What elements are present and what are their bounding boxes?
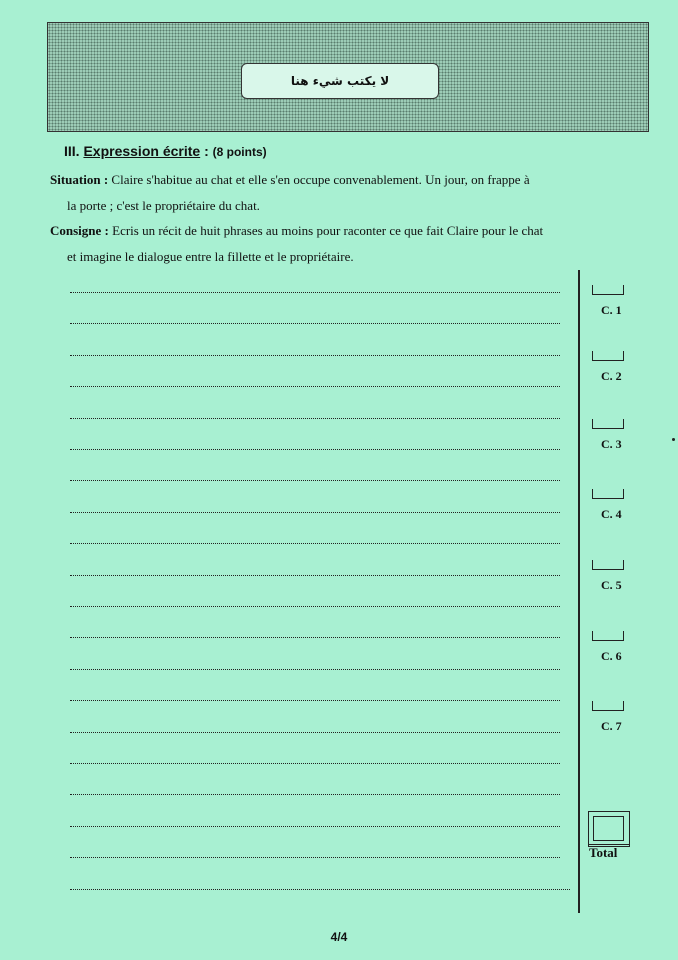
criterion-score-bracket	[592, 285, 624, 295]
writing-line[interactable]	[70, 857, 560, 858]
margin-rule	[578, 270, 580, 913]
criterion-marker	[592, 285, 632, 318]
writing-line[interactable]	[70, 480, 560, 481]
writing-line[interactable]	[70, 292, 560, 293]
section-number: III.	[64, 143, 80, 159]
criterion-marker	[592, 489, 632, 522]
writing-line[interactable]	[70, 543, 560, 544]
writing-line[interactable]	[70, 700, 560, 701]
criterion-label: C. 5	[601, 578, 622, 592]
total-label: Total	[589, 845, 618, 860]
consigne-paragraph	[50, 218, 630, 270]
writing-line[interactable]	[70, 323, 560, 324]
criterion-label: C. 3	[601, 437, 622, 451]
consigne-text-line1: Ecris un récit de huit phrases au moins pour raconter ce que fait Claire pour le chat	[112, 223, 544, 238]
total-score-inner-box	[593, 816, 624, 841]
criterion-label: C. 6	[601, 649, 622, 663]
criterion-marker	[592, 701, 632, 734]
writing-line[interactable]	[70, 512, 560, 513]
writing-line[interactable]	[70, 763, 560, 764]
writing-line[interactable]	[70, 449, 560, 450]
section-title: Expression écrite	[83, 143, 201, 159]
writing-line[interactable]	[70, 418, 560, 419]
writing-line[interactable]	[70, 575, 560, 576]
criterion-score-bracket	[592, 701, 624, 711]
writing-line[interactable]	[70, 355, 560, 356]
writing-line[interactable]	[70, 606, 560, 607]
criterion-label: C. 4	[601, 507, 622, 521]
criterion-score-bracket	[592, 560, 624, 570]
criterion-score-bracket	[592, 631, 624, 641]
section-colon: :	[200, 143, 213, 159]
section-heading	[64, 143, 267, 159]
total-score-box	[588, 811, 630, 847]
consigne-label: Consigne :	[50, 223, 109, 238]
writing-line[interactable]	[70, 386, 560, 387]
criterion-marker	[592, 560, 632, 593]
criterion-marker	[592, 351, 632, 384]
criterion-label: C. 2	[601, 369, 622, 383]
section-points: (8 points)	[212, 145, 267, 159]
writing-line[interactable]	[70, 826, 560, 827]
do-not-write-zone	[47, 22, 649, 132]
writing-line[interactable]	[70, 732, 560, 733]
situation-paragraph	[50, 167, 630, 219]
criterion-score-bracket	[592, 489, 624, 499]
situation-text-line1: Claire s'habitue au chat et elle s'en occupe convenablement. Un jour, on frappe à	[111, 172, 530, 187]
writing-line[interactable]	[70, 889, 570, 890]
criterion-marker	[592, 631, 632, 664]
do-not-write-label: لا يكتب شيء هنا	[241, 63, 439, 99]
ink-speck	[672, 438, 675, 441]
criterion-score-bracket	[592, 351, 624, 361]
consigne-text-line2: et imagine le dialogue entre la fillette et le propriétaire.	[67, 249, 354, 264]
criterion-label: C. 7	[601, 719, 622, 733]
writing-line[interactable]	[70, 637, 560, 638]
page-number: 4/4	[330, 930, 348, 944]
criterion-marker	[592, 419, 632, 452]
writing-line[interactable]	[70, 794, 560, 795]
situation-text-line2: la porte ; c'est le propriétaire du chat.	[67, 198, 260, 213]
writing-line[interactable]	[70, 669, 560, 670]
criterion-label: C. 1	[601, 303, 622, 317]
situation-label: Situation :	[50, 172, 109, 187]
criterion-score-bracket	[592, 419, 624, 429]
